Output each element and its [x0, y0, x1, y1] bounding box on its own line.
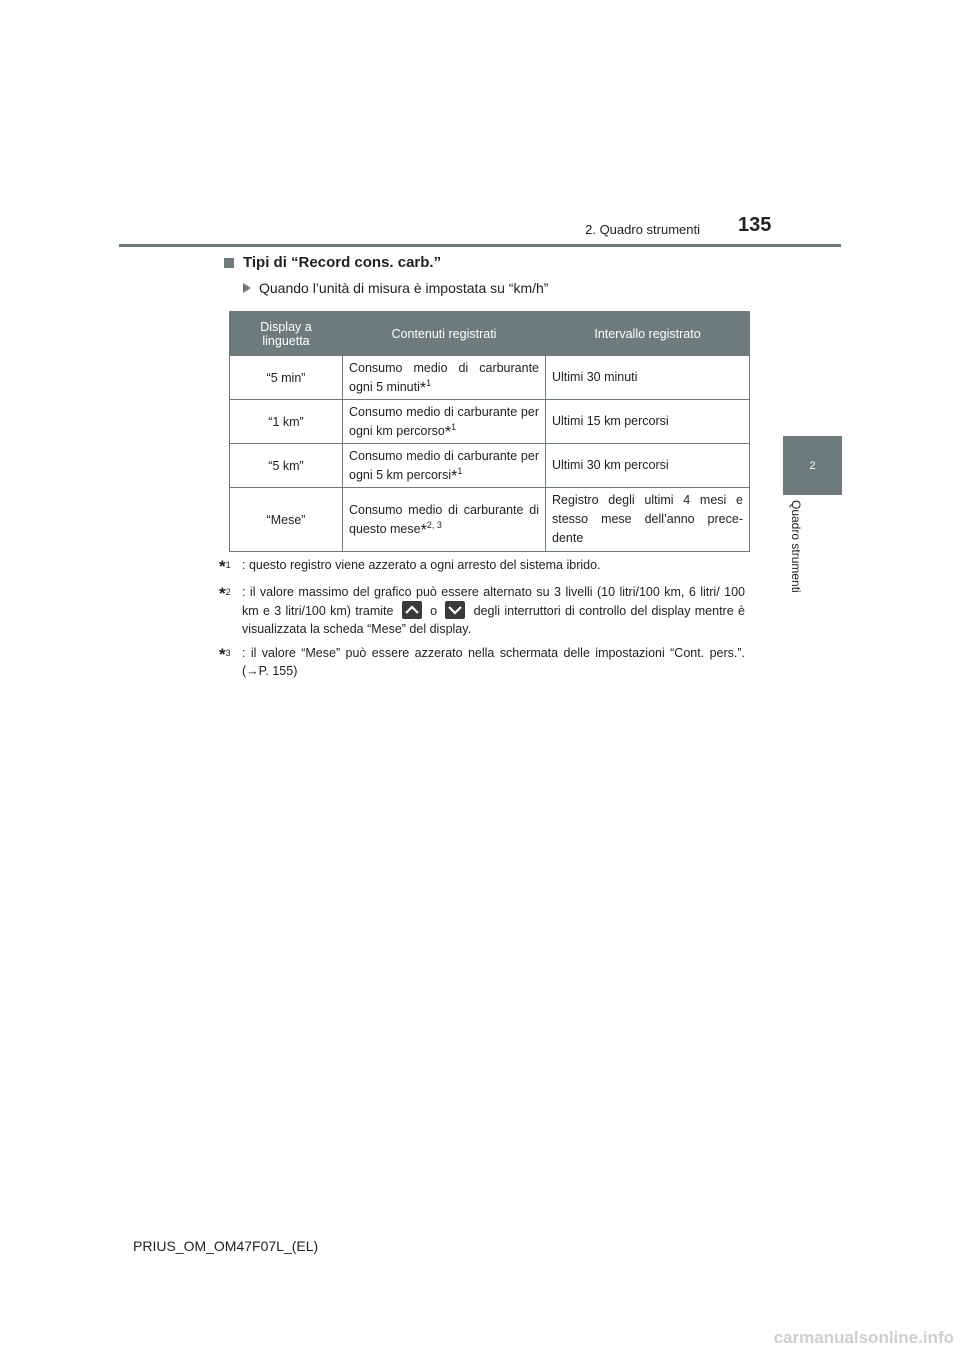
table-row	[230, 400, 750, 444]
table-row	[230, 444, 750, 488]
table-row	[230, 356, 750, 400]
footnote-text-part: o	[430, 604, 438, 618]
asterisk-mark: *	[419, 379, 427, 397]
footnote-text-part: degli interruttori di controllo del display mentre è visualizzata la scheda “Mese” del display.	[242, 604, 745, 636]
chevron-up-icon	[402, 601, 422, 619]
content-text: Consumo medio di carburante per ogni 5 km percorsi	[349, 448, 539, 482]
content-text: Consumo medio di carburante per ogni km percorso	[349, 404, 539, 438]
asterisk-mark: *	[420, 521, 427, 539]
table-header-cell: Intervallo registrato	[546, 312, 750, 356]
footnote-marker: *$^3$	[219, 645, 231, 664]
footnote-text-part: : il valore massimo del grafico può essere alternato su 3 livelli (10 litri/100 km, 6 litri/ 100 km e 3 litri/100 km) tramite	[242, 585, 745, 618]
footnote-ref: 1	[457, 465, 463, 476]
footnote-3	[219, 644, 745, 680]
chevron-down-icon	[445, 601, 465, 619]
tab-display-cell: “5 km”	[230, 444, 343, 488]
chapter-tab-label-text: Quadro strumenti	[789, 500, 803, 593]
recorded-content-cell	[343, 444, 546, 488]
footnote-marker: *$^2$	[219, 584, 231, 603]
content-text: Consumo medio di carburante di questo mese	[349, 502, 539, 536]
sub-heading-text: Quando l’unità di misura è impostata su “km/h”	[259, 280, 549, 296]
records-table	[229, 311, 750, 552]
page-number: 135	[738, 214, 772, 236]
table-header-cell: Contenuti registrati	[343, 312, 546, 356]
recorded-content-cell	[343, 356, 546, 400]
footnote-ref: 2, 3	[426, 519, 442, 530]
document-code: PRIUS_OM_OM47F07L_(EL)	[133, 1238, 319, 1254]
interval-cell: Ultimi 30 km percorsi	[546, 444, 750, 488]
section-heading-text: Tipi di “Record cons. carb.”	[243, 254, 442, 271]
table-header-cell: Display a linguetta	[230, 312, 343, 356]
footnotes	[219, 556, 745, 686]
interval-cell: Registro degli ultimi 4 mesi e stesso mese dell’anno prece- dente	[546, 488, 750, 552]
chapter-tab-label	[783, 500, 809, 610]
footnote-ref: 1	[451, 421, 457, 432]
sub-heading	[243, 280, 548, 296]
running-header-section: 2. Quadro strumenti	[585, 222, 700, 237]
asterisk-mark: *	[444, 423, 452, 441]
table-header-row	[230, 312, 750, 356]
interval-cell: Ultimi 15 km percorsi	[546, 400, 750, 444]
triangle-bullet-icon	[243, 283, 251, 293]
footnote-1	[219, 556, 745, 577]
asterisk-mark: *	[451, 467, 458, 485]
header-divider	[119, 244, 841, 247]
table-row	[230, 488, 750, 552]
section-heading	[224, 254, 441, 271]
footnote-marker: *$^1$	[219, 557, 231, 576]
chapter-tab-number: 2	[809, 459, 816, 472]
tab-display-cell: “1 km”	[230, 400, 343, 444]
recorded-content-cell	[343, 488, 546, 552]
watermark[interactable]: carmanualsonline.info	[773, 1328, 954, 1347]
chapter-tab[interactable]	[783, 436, 842, 495]
tab-display-cell: “Mese”	[230, 488, 343, 552]
interval-cell: Ultimi 30 minuti	[546, 356, 750, 400]
footnote-2	[219, 583, 745, 638]
tab-display-cell: “5 min”	[230, 356, 343, 400]
footnote-text	[242, 583, 745, 638]
content-text: Consumo medio di carburante ogni 5 minuti	[349, 360, 539, 394]
square-bullet-icon	[224, 258, 234, 268]
footnote-text[interactable]: : il valore “Mese” può essere azzerato nella schermata delle impostazioni “Cont. pers.”. (→P. 155)	[242, 646, 745, 678]
recorded-content-cell	[343, 400, 546, 444]
footnote-ref: 1	[426, 377, 432, 388]
footnote-text: : questo registro viene azzerato a ogni arresto del sistema ibrido.	[242, 558, 601, 572]
